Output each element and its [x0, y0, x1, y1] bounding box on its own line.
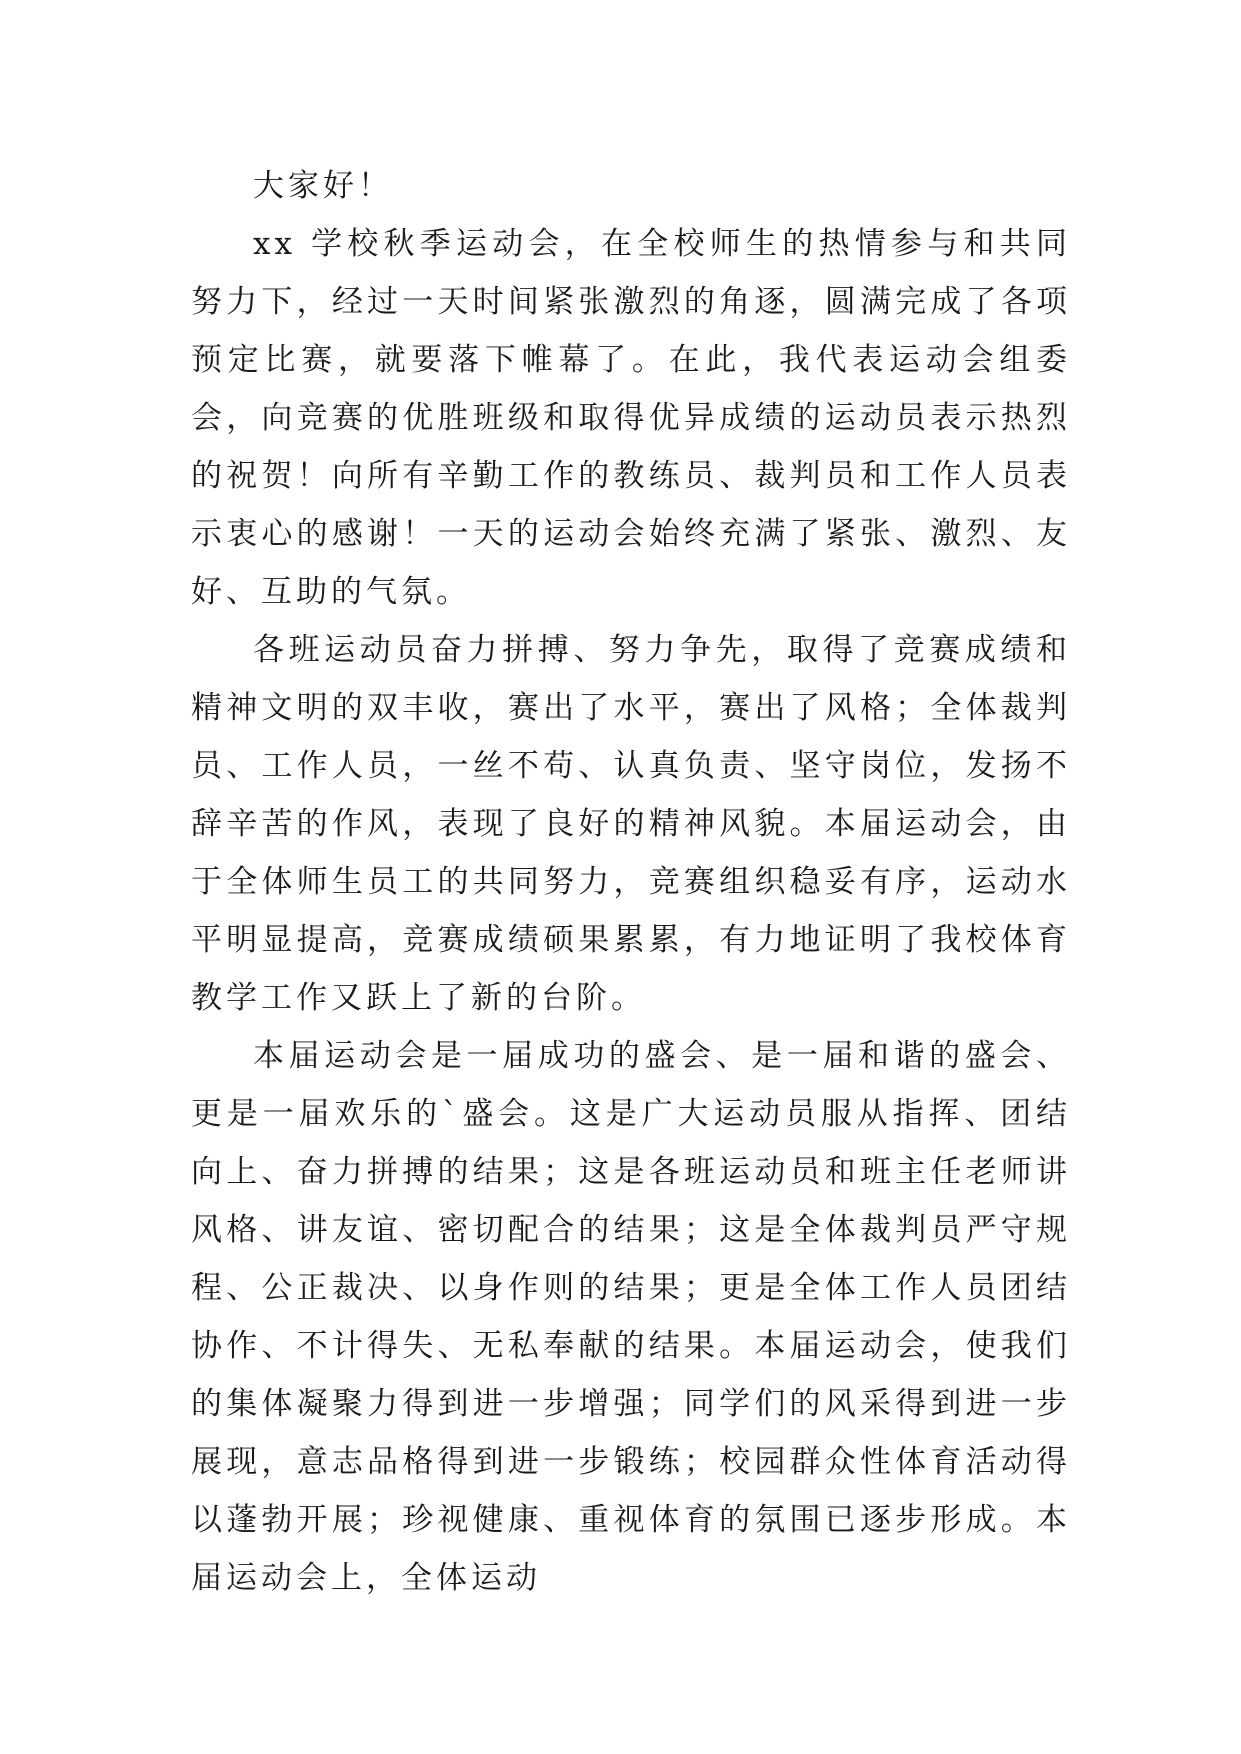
document-body — [191, 157, 1071, 1607]
body-paragraph-2: 各班运动员奋力拼搏、努力争先，取得了竞赛成绩和精神文明的双丰收，赛出了水平，赛出了风格；全体裁判员、工作人员，一丝不苟、认真负责、坚守岗位，发扬不辞辛苦的作风，表现了良好的精神风貌。本届运动会，由于全体师生员工的共同努力，竞赛组织稳妥有序，运动水平明显提高，竞赛成绩硕果累累，有力地证明了我校体育教学工作又跃上了新的台阶。 — [191, 632, 1071, 1016]
body-paragraph-3: 本届运动会是一届成功的盛会、是一届和谐的盛会、更是一届欢乐的`盛会。这是广大运动员服从指挥、团结向上、奋力拼搏的结果；这是各班运动员和班主任老师讲风格、讲友谊、密切配合的结果；这是全体裁判员严守规程、公正裁决、以身作则的结果；更是全体工作人员团结协作、不计得失、无私奉献的结果。本届运动会，使我们的集体凝聚力得到进一步增强；同学们的风采得到进一步展现，意志品格得到进一步锻练；校园群众性体育活动得以蓬勃开展；珍视健康、重视体育的氛围已逐步形成。本届运动会上，全体运动 — [191, 1038, 1071, 1596]
greeting-paragraph: 大家好！ — [253, 168, 393, 204]
body-paragraph-1: xx 学校秋季运动会，在全校师生的热情参与和共同努力下，经过一天时间紧张激烈的角逐，圆满完成了各项预定比赛，就要落下帷幕了。在此，我代表运动会组委会，向竞赛的优胜班级和取得优异成绩的运动员表示热烈的祝贺！向所有辛勤工作的教练员、裁判员和工作人员表示衷心的感谢！一天的运动会始终充满了紧张、激烈、友好、互助的气氛。 — [191, 226, 1071, 610]
